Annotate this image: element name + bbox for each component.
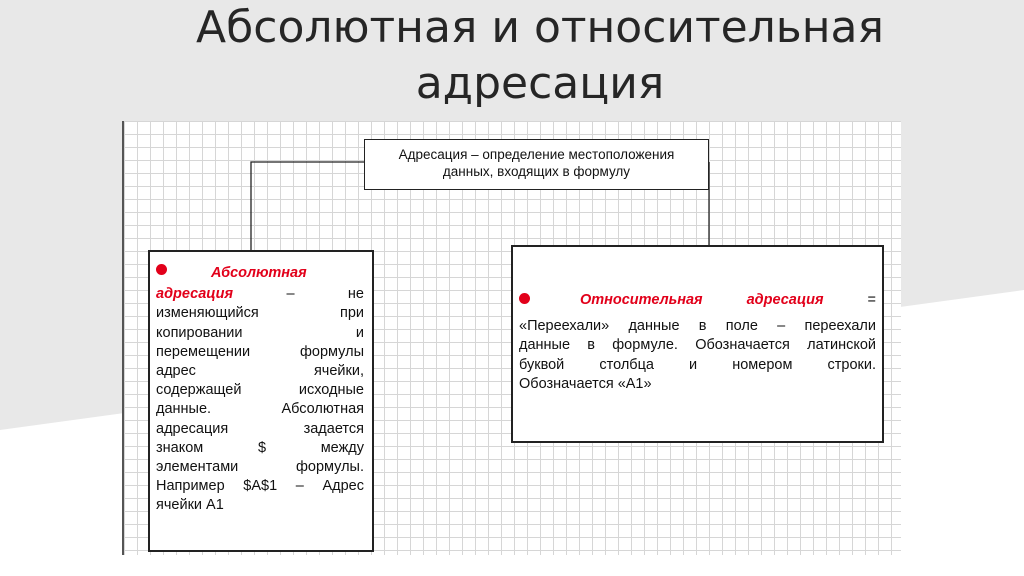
absolute-line-last: ячейки A1 (156, 497, 224, 514)
absolute-addressing-box (148, 250, 374, 552)
absolute-line-first (156, 285, 364, 304)
relative-line: «Переехали» данные в поле – переехали (519, 317, 876, 334)
definition-line2: данных, входящих в формулу (442, 164, 631, 179)
absolute-line: перемещении формулы (156, 343, 364, 360)
slide-title-line2: адресация (415, 58, 665, 109)
absolute-heading (156, 264, 364, 283)
absolute-line: Например $A$1 – Адрес (156, 478, 364, 495)
definition-line1: Адресация – определение местоположения (398, 147, 675, 162)
absolute-line: знаком $ между (156, 439, 364, 456)
slide-title-line1: Абсолютная и относительная (196, 2, 884, 53)
absolute-line: – не (286, 286, 365, 303)
relative-addressing-box (511, 245, 884, 443)
relative-term-part2: адресация (746, 292, 824, 308)
slide-title (0, 0, 1024, 112)
relative-term-part1: Относительная (579, 292, 703, 308)
absolute-line: элементами формулы. (156, 459, 364, 476)
absolute-line: адресация задается (156, 420, 364, 437)
relative-heading (519, 291, 876, 311)
bullet-icon (519, 293, 530, 304)
bullet-icon (156, 264, 167, 275)
absolute-line: содержащей исходные (156, 382, 364, 399)
definition-box (364, 139, 709, 190)
absolute-term-part2: адресация (156, 286, 234, 303)
absolute-line: данные. Абсолютная (156, 401, 364, 418)
relative-line: буквой столбца и номером строки. (519, 356, 876, 373)
relative-equals: = (867, 292, 877, 308)
absolute-line: изменяющийся при (156, 305, 364, 322)
relative-line: данные в формуле. Обозначается латинской (519, 337, 876, 353)
absolute-term-part1: Абсолютная (211, 265, 307, 281)
absolute-line: копировании и (156, 324, 364, 341)
relative-line-last: Обозначается «А1» (519, 376, 652, 392)
absolute-line: адрес ячейки, (156, 363, 364, 380)
